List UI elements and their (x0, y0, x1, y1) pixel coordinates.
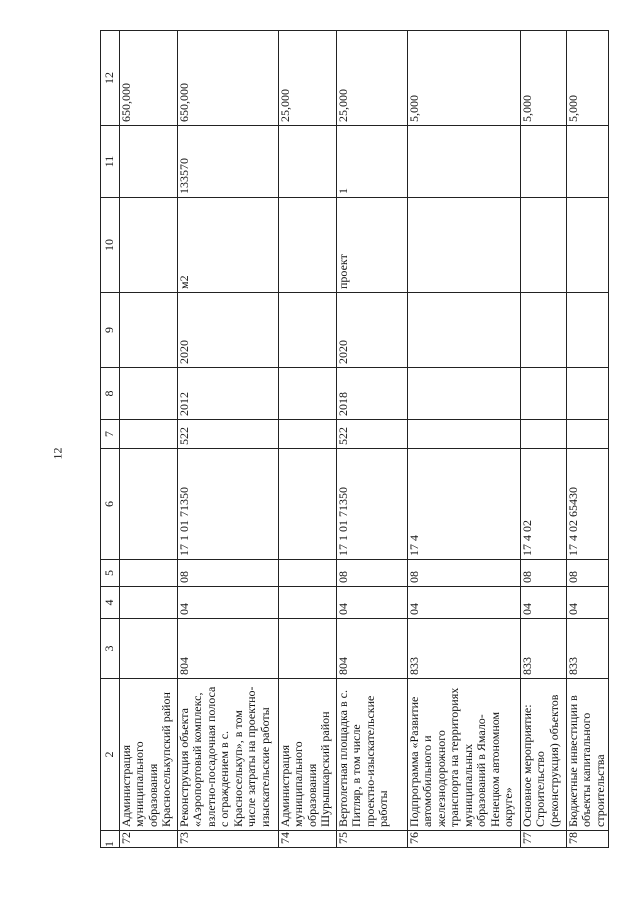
table-cell (567, 293, 609, 368)
table-cell: 73 (178, 831, 279, 848)
table-cell (120, 587, 178, 619)
table-cell: 08 (408, 560, 521, 587)
table-cell: 804 (337, 619, 408, 679)
table-cell: 2018 (337, 368, 408, 420)
table-cell: 72 (120, 831, 178, 848)
table-cell: Бюджетные инвестиции в объекты капитального строительства (567, 679, 609, 831)
column-header: 2 (101, 679, 120, 831)
table-cell: 75 (337, 831, 408, 848)
table-cell: Реконструкция объекта «Аэропортовый комплекс, взлетно-посадочная полоса с ограждением в с. Красноселькуп», в том числе затраты на проектно-изыскательские работы (178, 679, 279, 831)
table-cell: 1 (337, 126, 408, 198)
table-cell: 77 (521, 831, 567, 848)
table-cell: 17 1 01 71350 (337, 449, 408, 560)
column-header: 10 (101, 198, 120, 293)
table-cell: Администрация муниципального образования Шурышкарский район (279, 679, 337, 831)
table-cell: 833 (408, 619, 521, 679)
table-cell: 78 (567, 831, 609, 848)
table-row (178, 31, 279, 848)
table-cell (279, 560, 337, 587)
table-cell: 04 (521, 587, 567, 619)
column-header: 1 (101, 831, 120, 848)
table-cell (279, 198, 337, 293)
table-cell: 25,000 (337, 31, 408, 126)
column-header: 6 (101, 449, 120, 560)
table-body (120, 31, 609, 848)
table-cell (521, 198, 567, 293)
table-cell (567, 368, 609, 420)
budget-table (100, 30, 609, 848)
page-number: 12 (50, 447, 65, 460)
table-cell: 17 4 02 (521, 449, 567, 560)
table-cell: 04 (337, 587, 408, 619)
table-cell: 522 (337, 420, 408, 449)
table-cell: Администрация муниципального образования Красноселькупский район (120, 679, 178, 831)
table-cell (408, 368, 521, 420)
table-cell (120, 126, 178, 198)
table-cell: 04 (567, 587, 609, 619)
table-header-row (101, 31, 120, 848)
table-cell: 833 (521, 619, 567, 679)
table-cell: 08 (567, 560, 609, 587)
column-header: 7 (101, 420, 120, 449)
table-cell: Основное мероприятие: Строительство (реконструкция) объектов (521, 679, 567, 831)
table-cell: 76 (408, 831, 521, 848)
table-cell (408, 198, 521, 293)
table-cell: 2012 (178, 368, 279, 420)
table-cell: 522 (178, 420, 279, 449)
table-cell: 17 1 01 71350 (178, 449, 279, 560)
table-cell: 08 (521, 560, 567, 587)
table-cell: 650,000 (178, 31, 279, 126)
table-cell: 804 (178, 619, 279, 679)
table-cell (521, 420, 567, 449)
table-cell (279, 368, 337, 420)
column-header: 8 (101, 368, 120, 420)
table-cell: проект (337, 198, 408, 293)
table-cell (408, 420, 521, 449)
column-header: 4 (101, 587, 120, 619)
table-cell: Вертолетная площадка в с. Питляр, в том числе проектно-изыскательские работы (337, 679, 408, 831)
table-cell: м2 (178, 198, 279, 293)
table-cell: 5,000 (567, 31, 609, 126)
table-cell: 17 4 (408, 449, 521, 560)
table-row (120, 31, 178, 848)
table-cell (279, 619, 337, 679)
table-row (337, 31, 408, 848)
table-cell (279, 293, 337, 368)
table-cell (120, 293, 178, 368)
table-cell (567, 126, 609, 198)
table-row (408, 31, 521, 848)
table-cell (521, 293, 567, 368)
table-cell: 08 (337, 560, 408, 587)
table-cell (120, 368, 178, 420)
table-cell (120, 420, 178, 449)
table-cell (279, 587, 337, 619)
table-cell (120, 560, 178, 587)
rotated-table-frame (100, 31, 605, 848)
table-row (521, 31, 567, 848)
table-cell (120, 198, 178, 293)
table-cell (279, 420, 337, 449)
table-cell: 17 4 02 65430 (567, 449, 609, 560)
table-cell: 25,000 (279, 31, 337, 126)
column-header: 3 (101, 619, 120, 679)
budget-table-container (100, 31, 605, 848)
table-cell: 133570 (178, 126, 279, 198)
table-cell: Подпрограмма «Развитие автомобильного и железнодорожного транспорта на территориях муниципальных образований в Ямало-Ненецком автономном округе» (408, 679, 521, 831)
table-cell (408, 293, 521, 368)
table-cell: 5,000 (408, 31, 521, 126)
table-cell: 5,000 (521, 31, 567, 126)
table-cell (279, 126, 337, 198)
table-cell: 833 (567, 619, 609, 679)
table-cell (521, 368, 567, 420)
table-cell (521, 126, 567, 198)
table-cell: 04 (178, 587, 279, 619)
table-cell: 650,000 (120, 31, 178, 126)
table-cell (567, 420, 609, 449)
table-cell (567, 198, 609, 293)
table-cell (120, 449, 178, 560)
table-cell: 2020 (178, 293, 279, 368)
column-header: 9 (101, 293, 120, 368)
table-cell (120, 619, 178, 679)
table-cell: 08 (178, 560, 279, 587)
column-header: 12 (101, 31, 120, 126)
table-row (279, 31, 337, 848)
column-header: 5 (101, 560, 120, 587)
table-cell: 2020 (337, 293, 408, 368)
table-cell: 74 (279, 831, 337, 848)
table-row (567, 31, 609, 848)
table-cell (408, 126, 521, 198)
column-header: 11 (101, 126, 120, 198)
table-cell: 04 (408, 587, 521, 619)
table-cell (279, 449, 337, 560)
